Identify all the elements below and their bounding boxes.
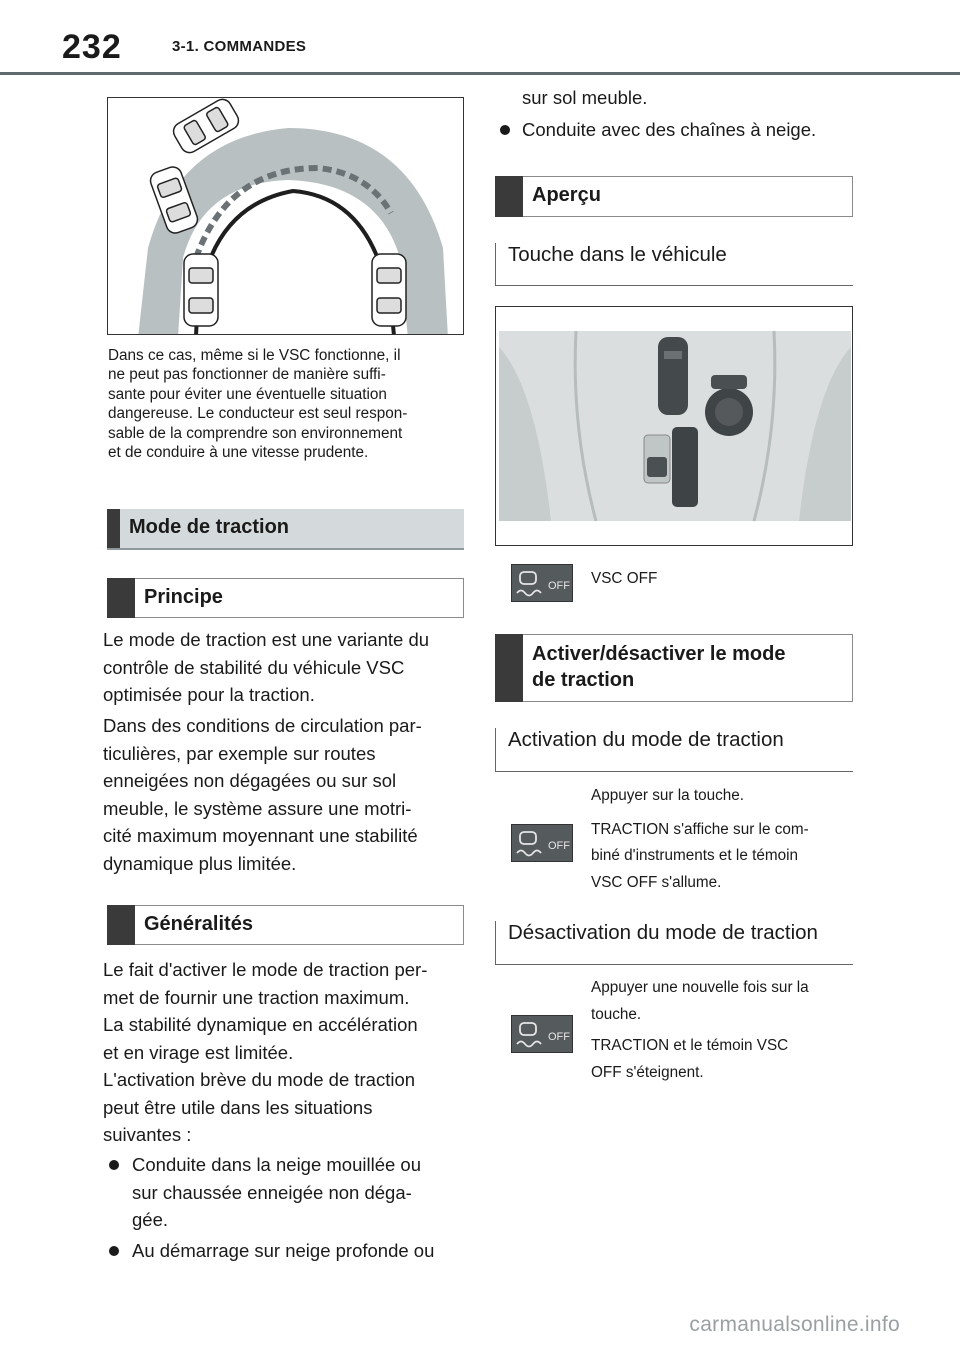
- principe-paragraph-2: [103, 712, 473, 877]
- heading-text: [532, 641, 785, 693]
- text-line: biné d'instruments et le témoin: [591, 847, 798, 864]
- icon-off-label: OFF: [548, 580, 570, 592]
- text-line: Conduite dans la neige mouillée ou: [132, 1154, 422, 1175]
- heading-text: Généralités: [144, 913, 253, 935]
- heading-marker: [107, 509, 120, 548]
- bullet-item-2: Au démarrage sur neige profonde ou: [132, 1240, 435, 1261]
- figure-caption: [108, 346, 468, 462]
- caption-line: ne peut pas fonctionner de manière suffi-: [108, 366, 386, 384]
- vsc-off-icon: [511, 824, 573, 862]
- bullet-marker: [109, 1246, 119, 1256]
- text-line: contrôle de stabilité du véhicule VSC: [103, 656, 405, 678]
- caption-line: sante pour éviter une éventuelle situation: [108, 385, 387, 403]
- text-line: et en virage est limitée.: [103, 1041, 294, 1063]
- text-line: dynamique plus limitée.: [103, 852, 297, 874]
- principe-paragraph-1: [103, 626, 473, 709]
- subheading-activation: Activation du mode de traction: [495, 728, 853, 772]
- vsc-off-label: VSC OFF: [591, 570, 658, 587]
- heading-apercu: [495, 176, 853, 217]
- subheading-desactivation: Désactivation du mode de traction: [495, 921, 853, 965]
- text-line: VSC OFF s'allume.: [591, 873, 722, 891]
- caption-line: sable de la comprendre son environnement: [108, 424, 403, 442]
- bullet-item-1: [132, 1151, 472, 1234]
- text-line: meuble, le système assure une motri-: [103, 797, 412, 819]
- vsc-off-icon: [511, 564, 573, 602]
- text-line: ticulières, par exemple sur routes: [103, 742, 376, 764]
- heading-principe: [107, 578, 464, 618]
- icon-off-label: OFF: [548, 840, 570, 852]
- text-line: Le mode de traction est une variante du: [103, 629, 430, 650]
- activation-steps: [591, 783, 853, 896]
- subheading-touche: Touche dans le véhicule: [495, 243, 853, 286]
- text-line: sur chaussée enneigée non déga-: [132, 1181, 412, 1203]
- caption-line: Dans ce cas, même si le VSC fonctionne, il: [108, 347, 401, 364]
- heading-mode-de-traction: [107, 509, 464, 550]
- bullet-item-2-continued: sur sol meuble.: [522, 87, 648, 108]
- page-number: 232: [62, 28, 122, 66]
- heading-text: Principe: [144, 586, 223, 608]
- curve-illustration: [107, 97, 464, 335]
- bullet-marker: [109, 1160, 119, 1170]
- heading-line: Activer/désactiver le mode: [532, 643, 786, 665]
- text-line: OFF s'éteignent.: [591, 1063, 704, 1081]
- text-line: touche.: [591, 1005, 642, 1023]
- heading-generalites: [107, 905, 464, 945]
- text-line: peut être utile dans les situations: [103, 1096, 373, 1118]
- text-line: suivantes :: [103, 1124, 192, 1145]
- heading-marker: [495, 176, 523, 217]
- section-title: 3-1. COMMANDES: [172, 38, 307, 55]
- text-line: TRACTION et le témoin VSC: [591, 1037, 789, 1054]
- desactivation-steps: [591, 975, 853, 1086]
- text-line: La stabilité dynamique en accélération: [103, 1014, 418, 1035]
- text-line: Dans des conditions de circulation par-: [103, 715, 422, 736]
- heading-marker: [107, 905, 135, 945]
- console-illustration: [495, 306, 853, 546]
- text-line: cité maximum moyennant une stabilité: [103, 825, 418, 846]
- text-line: L'activation brève du mode de traction: [103, 1069, 416, 1090]
- heading-line: de traction: [532, 669, 635, 691]
- heading-text: Aperçu: [532, 184, 601, 206]
- watermark: carmanualsonline.info: [689, 1313, 900, 1336]
- generalites-paragraph-2: [103, 1066, 473, 1149]
- icon-off-label: OFF: [548, 1031, 570, 1043]
- text-line: Appuyer sur la touche.: [591, 787, 745, 804]
- text-line: TRACTION s'affiche sur le com-: [591, 820, 809, 838]
- text-line: Le fait d'activer le mode de traction per-: [103, 959, 428, 980]
- bullet-marker: [500, 125, 510, 135]
- text-line: gée.: [132, 1209, 169, 1230]
- caption-line: dangereuse. Le conducteur est seul respon-: [108, 405, 408, 423]
- bullet-item-3: Conduite avec des chaînes à neige.: [522, 119, 817, 140]
- heading-marker: [495, 634, 523, 702]
- heading-activer-desactiver: [495, 634, 853, 702]
- text-line: optimisée pour la traction.: [103, 684, 315, 705]
- heading-text: Mode de traction: [129, 516, 290, 538]
- text-line: enneigées non dégagées ou sur sol: [103, 770, 397, 791]
- heading-marker: [107, 578, 135, 618]
- text-line: Appuyer une nouvelle fois sur la: [591, 979, 809, 996]
- generalites-paragraph-1: [103, 956, 473, 1066]
- text-line: met de fournir une traction maximum.: [103, 986, 410, 1008]
- caption-line: et de conduire à une vitesse prudente.: [108, 444, 369, 462]
- vsc-off-icon: [511, 1015, 573, 1053]
- header-rule: [0, 72, 960, 75]
